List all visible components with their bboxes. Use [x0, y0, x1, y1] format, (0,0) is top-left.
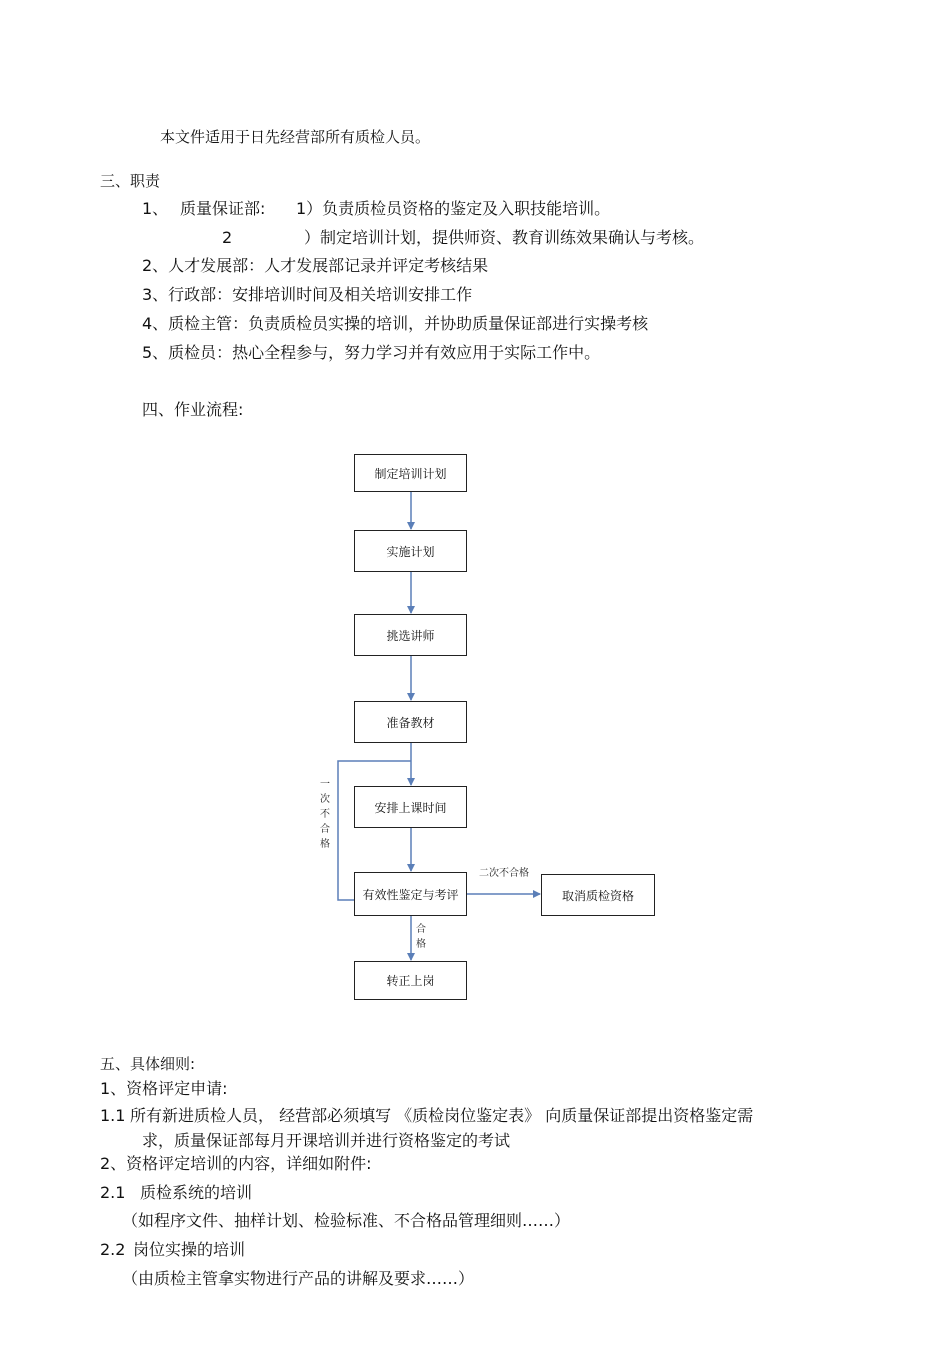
duty-item5: 5、质检员：热心全程参与，努力学习并有效应用于实际工作中。	[142, 343, 601, 362]
duty-item1-num: 1、	[142, 199, 169, 218]
flow-step-evaluation: 有效性鉴定与考评	[354, 872, 467, 916]
loop-label: 一次不合格	[320, 779, 330, 850]
pass-label: 合格	[416, 924, 426, 950]
duty-item2: 2、人才发展部：人才发展部记录并评定考核结果	[142, 256, 489, 275]
detail-p1: 1、资格评定申请:	[100, 1079, 228, 1098]
second-fail-label: 二次不合格	[479, 868, 529, 879]
flow-step-plan: 制定培训计划	[354, 454, 467, 492]
detail-p2: 2、资格评定培训的内容，详细如附件:	[100, 1154, 372, 1173]
detail-p1-1-num: 1.1	[100, 1106, 126, 1125]
duty-item1-sub1: 1）负责质检员资格的鉴定及入职技能培训。	[296, 199, 611, 218]
detail-p2-1: 质检系统的培训	[140, 1183, 253, 1202]
duty-item1-dept: 质量保证部:	[180, 199, 266, 218]
duty-item4: 4、质检主管：负责质检员实操的培训，并协助质量保证部进行实操考核	[142, 314, 649, 333]
section3-heading: 三、职责	[100, 172, 161, 190]
flow-step-implement: 实施计划	[354, 530, 467, 572]
section4-heading: 四、作业流程:	[142, 400, 244, 419]
duty-item1-sub2-text: ）制定培训计划，提供师资、教育训练效果确认与考核。	[304, 228, 705, 247]
flow-step-select-lecturer: 挑选讲师	[354, 614, 467, 656]
detail-p1-1-line1: 所有新进质检人员， 经营部必须填写 《质检岗位鉴定表》 向质量保证部提出资格鉴定需	[130, 1106, 754, 1125]
detail-p2-2-num: 2.2	[100, 1240, 126, 1259]
detail-p2-1-num: 2.1	[100, 1183, 126, 1202]
flow-step-materials: 准备教材	[354, 701, 467, 743]
detail-p2-1-note: （如程序文件、抽样计划、检验标准、不合格品管理细则……）	[122, 1211, 571, 1230]
duty-item3: 3、行政部：安排培训时间及相关培训安排工作	[142, 285, 473, 304]
flow-step-cancel: 取消质检资格	[541, 874, 655, 916]
intro-text: 本文件适用于日先经营部所有质检人员。	[160, 128, 431, 146]
flow-step-schedule: 安排上课时间	[354, 786, 467, 828]
flow-step-confirm: 转正上岗	[354, 961, 467, 1000]
detail-p2-2: 岗位实操的培训	[133, 1240, 246, 1259]
duty-item1-sub2-num: 2	[222, 228, 233, 247]
detail-p2-2-note: （由质检主管拿实物进行产品的讲解及要求……）	[122, 1269, 475, 1288]
section5-heading: 五、具体细则:	[100, 1055, 196, 1073]
detail-p1-1-line2: 求，质量保证部每月开课培训并进行资格鉴定的考试	[142, 1131, 511, 1150]
